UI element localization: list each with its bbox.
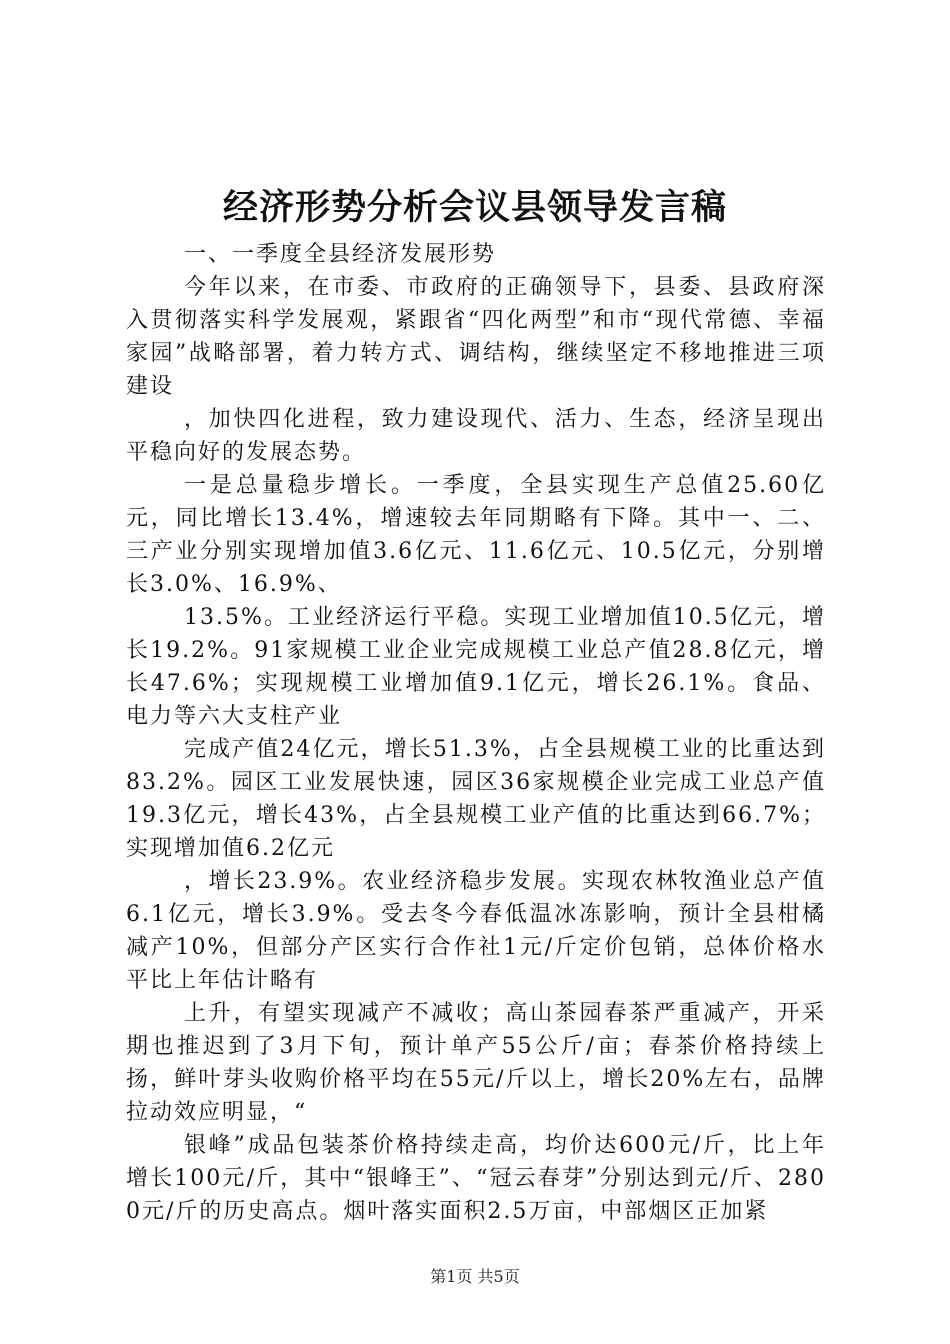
document-title: 经济形势分析会议县领导发言稿 bbox=[222, 187, 727, 228]
paragraph: 上升，有望实现减产不减收；高山茶园春茶严重减产，开采期也推迟到了3月下旬，预计单产55公斤/亩；春茶价格持续上扬，鲜叶芽头收购价格平均在55元/斤以上，增长20%左右，品牌拉动效应明显，“ bbox=[126, 1001, 826, 1125]
section-heading: 一、一季度全县经济发展形势 bbox=[184, 242, 497, 267]
page-number-footer: 第1页 共5页 bbox=[430, 1267, 520, 1286]
paragraph: 一是总量稳步增长。一季度，全县实现生产总值25.60亿元，同比增长13.4%，增速较去年同期略有下降。其中一、二、三产业分别实现增加值3.6亿元、11.6亿元、10.5亿元，分别增长3.0%、16.9%、 bbox=[126, 473, 826, 597]
document-body bbox=[126, 238, 826, 1228]
paragraph: 完成产值24亿元，增长51.3%，占全县规模工业的比重达到83.2%。园区工业发展快速，园区36家规模企业完成工业总产值19.3亿元，增长43%，占全县规模工业产值的比重达到66.7%；实现增加值6.2亿元 bbox=[126, 737, 826, 861]
paragraph: 银峰”成品包装茶价格持续走高，均价达600元/斤，比上年增长100元/斤，其中“银峰王”、“冠云春芽”分别达到元/斤、2800元/斤的历史高点。烟叶落实面积2.5万亩，中部烟区正加紧 bbox=[126, 1133, 826, 1224]
paragraph: 今年以来，在市委、市政府的正确领导下，县委、县政府深入贯彻落实科学发展观，紧跟省“四化两型”和市“现代常德、幸福家园”战略部署，着力转方式、调结构，继续坚定不移地推进三项建设 bbox=[126, 275, 826, 399]
paragraph: ，加快四化进程，致力建设现代、活力、生态，经济呈现出平稳向好的发展态势。 bbox=[126, 407, 826, 465]
paragraph: 13.5%。工业经济运行平稳。实现工业增加值10.5亿元，增长19.2%。91家规模工业企业完成规模工业总产值28.8亿元，增长47.6%；实现规模工业增加值9.1亿元，增长26.1%。食品、电力等六大支柱产业 bbox=[126, 605, 826, 729]
paragraph: ，增长23.9%。农业经济稳步发展。实现农林牧渔业总产值6.1亿元，增长3.9%。受去冬今春低温冰冻影响，预计全县柑橘减产10%，但部分产区实行合作社1元/斤定价包销，总体价格水平比上年估计略有 bbox=[126, 869, 826, 993]
